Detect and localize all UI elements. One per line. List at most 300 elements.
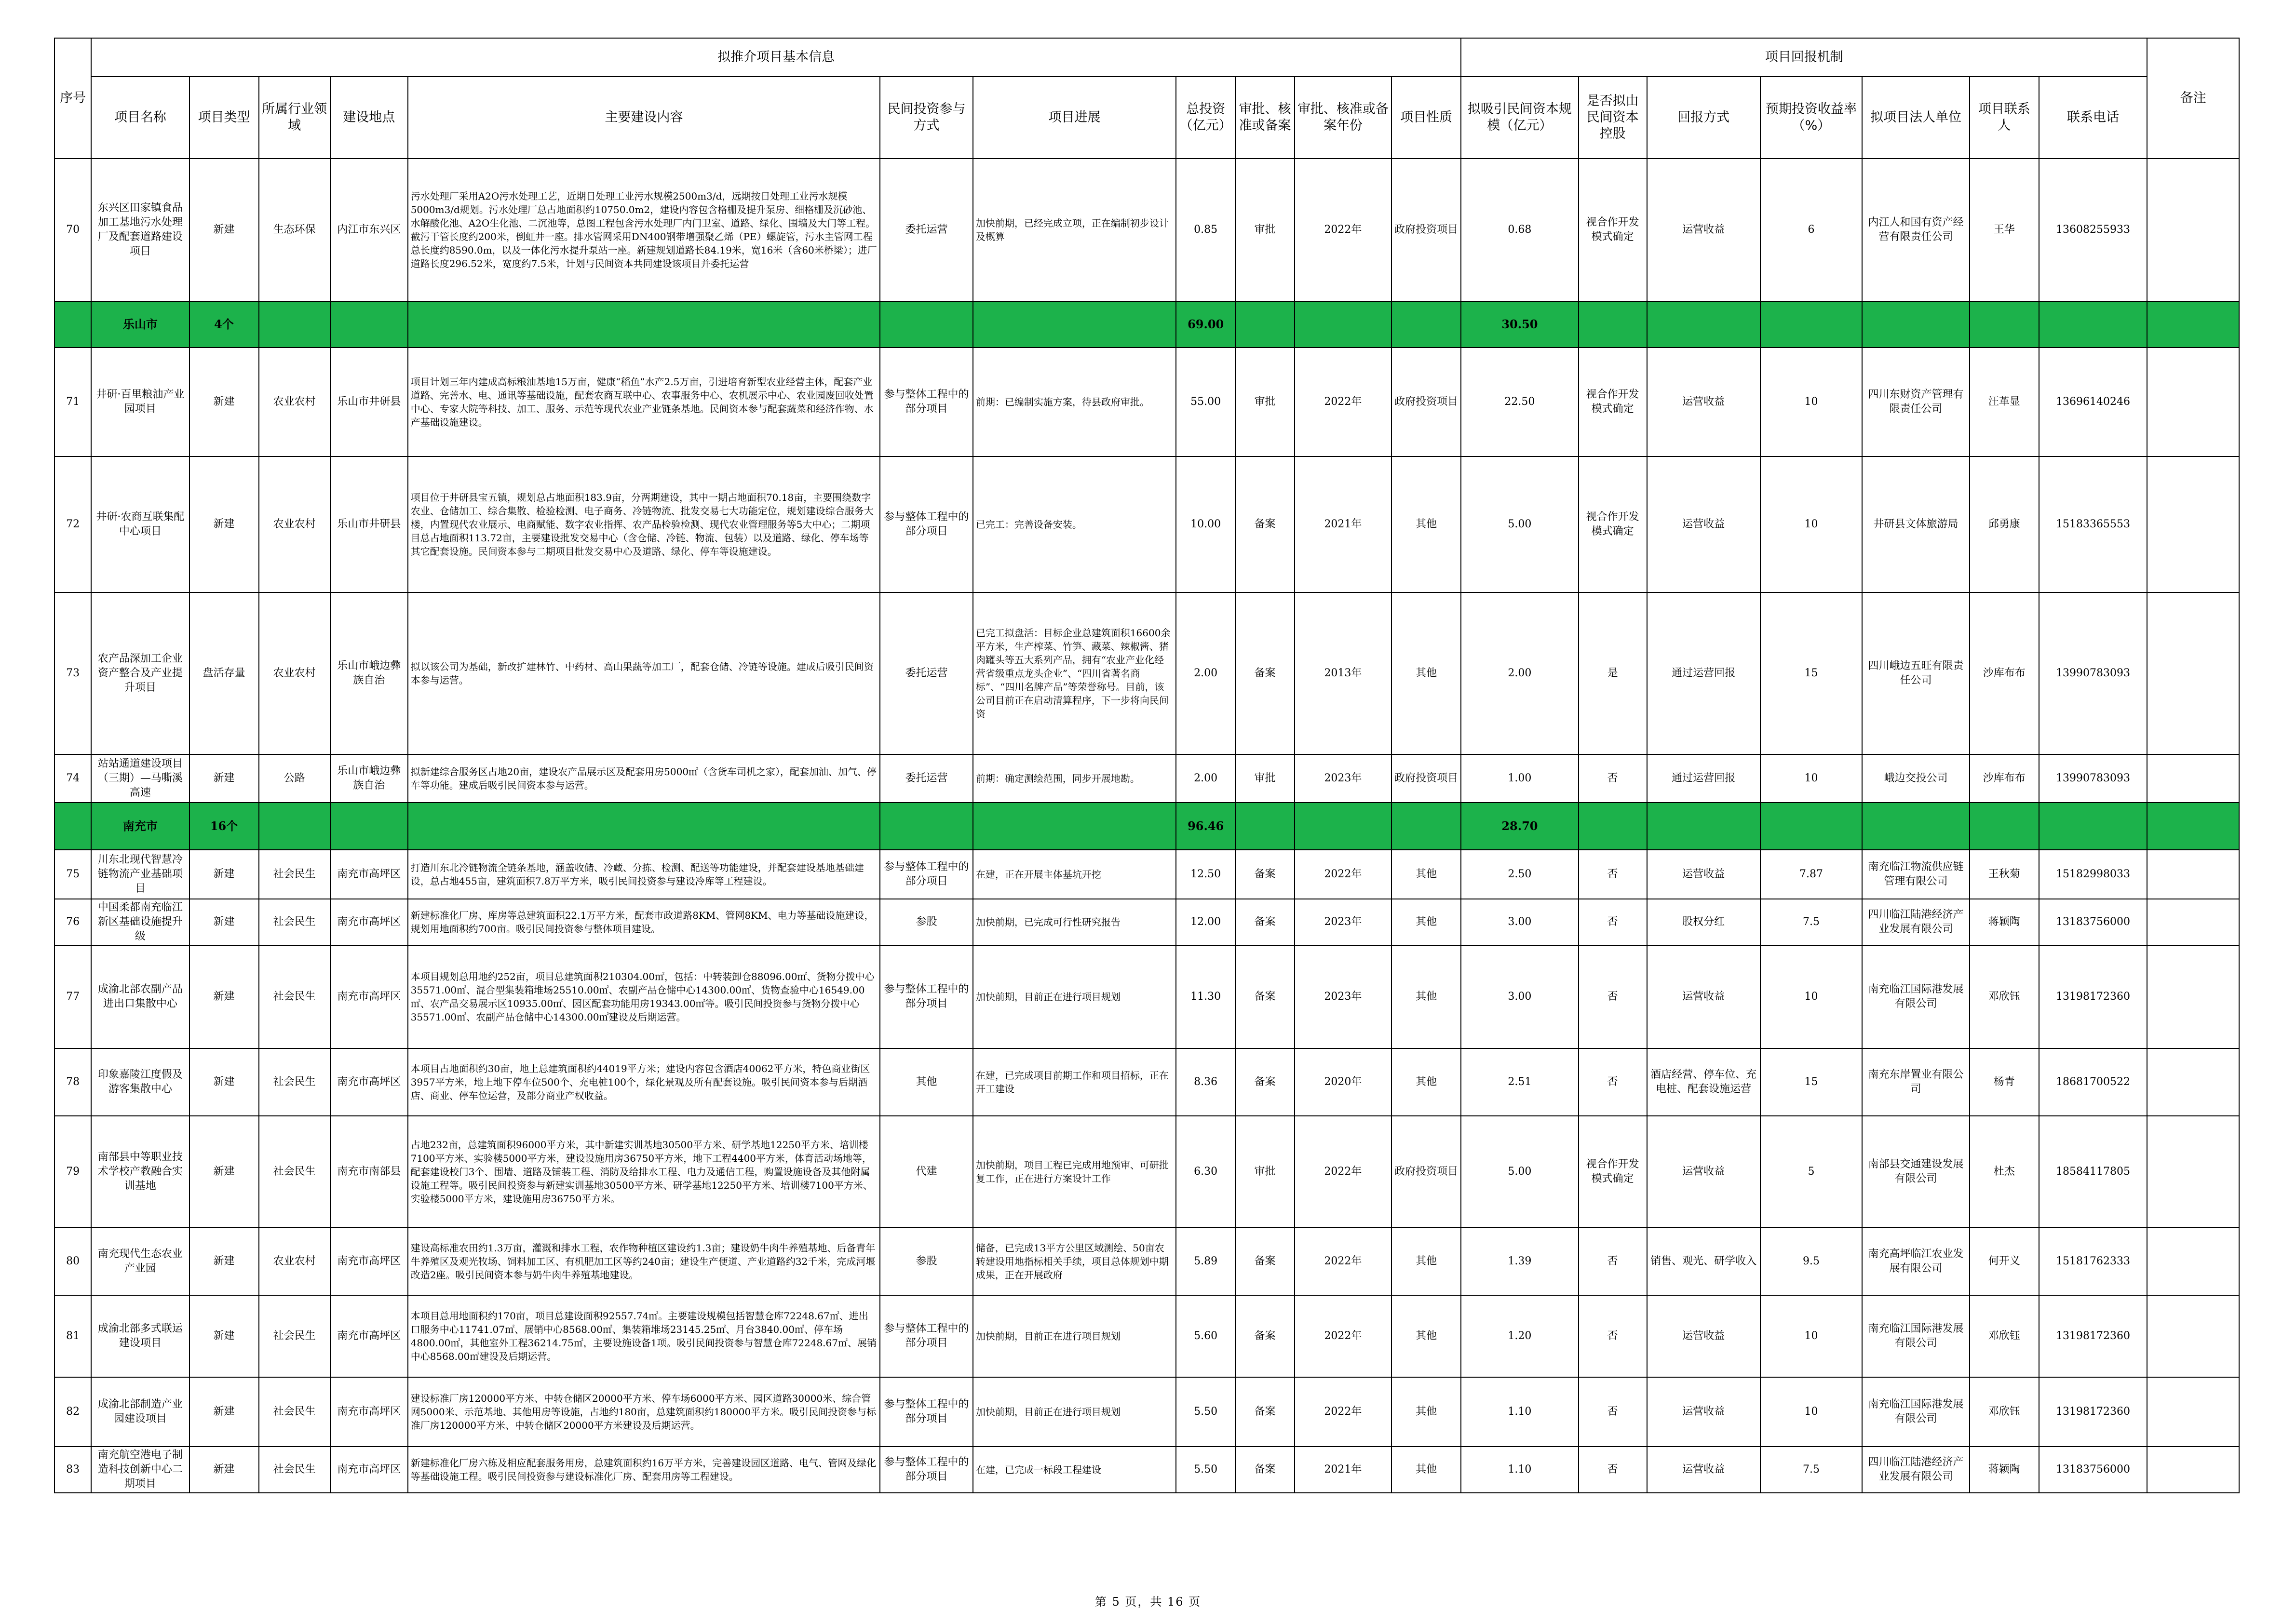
cell-mode: 代建 bbox=[880, 1116, 973, 1228]
cell-industry: 社会民生 bbox=[259, 1048, 330, 1116]
cell-nature: 政府投资项目 bbox=[1391, 754, 1461, 803]
group-header-return-mechanism: 项目回报机制 bbox=[1461, 38, 2147, 77]
cell-approval: 备案 bbox=[1235, 1377, 1295, 1447]
table-row bbox=[54, 945, 2239, 1048]
cell-industry: 社会民生 bbox=[259, 899, 330, 945]
cell-progress bbox=[973, 1447, 1176, 1493]
cell-content-text: 建设标准厂房120000平方米、中转仓储区20000平方米、停车场6000平方米、园区道路30000米、综合管网5000米、示范基地、其他用房等设施，占地约180亩，总建筑面积约180000平方米。吸引民间投资参与标准厂房120000平方米、中转仓储区20000平方米建设及后期运营。 bbox=[410, 1393, 877, 1431]
cell-rate: 10 bbox=[1760, 456, 1863, 592]
cell-approval: 备案 bbox=[1235, 1228, 1295, 1295]
cell-seq: 80 bbox=[54, 1228, 91, 1295]
cell-control: 否 bbox=[1579, 945, 1647, 1048]
cell-progress bbox=[973, 1048, 1176, 1116]
cell-approval: 审批 bbox=[1235, 754, 1295, 803]
subtotal-empty-cell bbox=[54, 301, 91, 348]
cell-progress-text: 储备，已完成13平方公里区域测绘、50亩农转建设用地指标相关手续，项目总体规划中期成果，正在开展政府 bbox=[975, 1242, 1169, 1281]
cell-type: 新建 bbox=[189, 348, 259, 456]
cell-return-mode: 股权分红 bbox=[1647, 899, 1760, 945]
cell-mode: 委托运营 bbox=[880, 754, 973, 803]
cell-approval: 备案 bbox=[1235, 1295, 1295, 1377]
subtotal-empty-cell bbox=[2039, 301, 2147, 348]
subtotal-city: 乐山市 bbox=[91, 301, 189, 348]
cell-control: 否 bbox=[1579, 899, 1647, 945]
cell-content bbox=[408, 1447, 880, 1493]
cell-contact: 邓欣钰 bbox=[1970, 1377, 2039, 1447]
page-footer: 第 5 页，共 16 页 bbox=[1094, 1595, 1202, 1609]
cell-name: 站站通道建设项目（三期）—马嘶溪高速 bbox=[91, 754, 189, 803]
cell-name: 井研·百里粮油产业园项目 bbox=[91, 348, 189, 456]
cell-remark bbox=[2147, 899, 2239, 945]
cell-seq: 81 bbox=[54, 1295, 91, 1377]
cell-content-text: 占地232亩，总建筑面积96000平方米，其中新建实训基地30500平方米、研学基地12250平方米、培训楼7100平方米、实验楼5000平方米，建设设施用房36750平方米，地下工程4400平方米，体育活动场地等，配套建设校门3个、围墙、道路及铺装工程、消防及给排水工程、电力及通信工程，购置设施设备及其他附属设施工程等。吸引民间投资参与新建实训基地30500平方米、研学基地12250平方米、培训楼7100平方米、实验楼5000平方米，建设施用房36750平方米。 bbox=[410, 1139, 873, 1205]
cell-remark bbox=[2147, 1377, 2239, 1447]
subtotal-total: 96.46 bbox=[1176, 803, 1235, 850]
col-header-contact: 项目联系人 bbox=[1970, 77, 2039, 159]
cell-industry: 农业农村 bbox=[259, 1228, 330, 1295]
cell-return-mode: 运营收益 bbox=[1647, 1377, 1760, 1447]
cell-location: 南充市高坪区 bbox=[330, 1295, 408, 1377]
cell-legal: 四川峨边五旺有限责任公司 bbox=[1862, 592, 1969, 754]
cell-return-mode: 运营收益 bbox=[1647, 456, 1760, 592]
cell-approval: 审批 bbox=[1235, 159, 1295, 301]
cell-progress bbox=[973, 1116, 1176, 1228]
cell-name: 成渝北部制造产业园建设项目 bbox=[91, 1377, 189, 1447]
cell-legal: 南充临江国际港发展有限公司 bbox=[1862, 945, 1969, 1048]
col-header-year: 审批、核准或备案年份 bbox=[1295, 77, 1391, 159]
cell-return-mode: 运营收益 bbox=[1647, 1116, 1760, 1228]
cell-name: 印象嘉陵江度假及游客集散中心 bbox=[91, 1048, 189, 1116]
cell-control: 否 bbox=[1579, 1295, 1647, 1377]
cell-type: 新建 bbox=[189, 1228, 259, 1295]
cell-total: 5.60 bbox=[1176, 1295, 1235, 1377]
cell-seq: 82 bbox=[54, 1377, 91, 1447]
cell-nature: 其他 bbox=[1391, 1447, 1461, 1493]
cell-name: 川东北现代智慧冷链物流产业基础项目 bbox=[91, 850, 189, 899]
cell-return-mode: 运营收益 bbox=[1647, 945, 1760, 1048]
cell-approval: 审批 bbox=[1235, 348, 1295, 456]
cell-industry: 社会民生 bbox=[259, 1447, 330, 1493]
col-header-progress: 项目进展 bbox=[973, 77, 1176, 159]
table-row bbox=[54, 592, 2239, 754]
subtotal-empty-cell bbox=[54, 803, 91, 850]
cell-contact: 沙库布布 bbox=[1970, 754, 2039, 803]
col-header-seq: 序号 bbox=[54, 38, 91, 159]
cell-year: 2013年 bbox=[1295, 592, 1391, 754]
cell-progress-text: 在建，已完成一标段工程建设 bbox=[975, 1464, 1101, 1475]
cell-legal: 峨边交投公司 bbox=[1862, 754, 1969, 803]
cell-control: 否 bbox=[1579, 1377, 1647, 1447]
col-header-nature: 项目性质 bbox=[1391, 77, 1461, 159]
cell-total: 11.30 bbox=[1176, 945, 1235, 1048]
cell-capital: 5.00 bbox=[1461, 456, 1579, 592]
cell-phone: 15182998033 bbox=[2039, 850, 2147, 899]
subtotal-empty-cell bbox=[973, 803, 1176, 850]
cell-progress-text: 已完工拟盘活：目标企业总建筑面积16600余平方米，生产榨菜、竹笋、藏菜、辣椒酱、猪肉罐头等五大系列产品，拥有“农业产业化经营省级重点龙头企业”、“四川省著名商标”、“四川名牌产品”等荣誉称号。目前，该公司目前正在启动清算程序，下一步将向民间资 bbox=[975, 627, 1171, 720]
cell-seq: 70 bbox=[54, 159, 91, 301]
cell-phone: 13608255933 bbox=[2039, 159, 2147, 301]
cell-remark bbox=[2147, 348, 2239, 456]
subtotal-empty-cell bbox=[1647, 803, 1760, 850]
cell-year: 2023年 bbox=[1295, 754, 1391, 803]
cell-type: 新建 bbox=[189, 456, 259, 592]
cell-control: 否 bbox=[1579, 754, 1647, 803]
cell-mode: 参与整体工程中的部分项目 bbox=[880, 945, 973, 1048]
cell-progress bbox=[973, 850, 1176, 899]
cell-mode: 其他 bbox=[880, 1048, 973, 1116]
cell-mode: 参与整体工程中的部分项目 bbox=[880, 1377, 973, 1447]
cell-type: 新建 bbox=[189, 159, 259, 301]
subtotal-empty-cell bbox=[2039, 803, 2147, 850]
cell-approval: 审批 bbox=[1235, 1116, 1295, 1228]
col-header-content: 主要建设内容 bbox=[408, 77, 880, 159]
subtotal-empty-cell bbox=[1862, 301, 1969, 348]
cell-total: 12.50 bbox=[1176, 850, 1235, 899]
cell-industry: 社会民生 bbox=[259, 1116, 330, 1228]
subtotal-empty-cell bbox=[2147, 301, 2239, 348]
cell-nature: 其他 bbox=[1391, 1228, 1461, 1295]
cell-content-text: 项目计划三年内建成高标粮油基地15万亩，健康“稻鱼”水产2.5万亩，引进培育新型农业经营主体，配套产业道路、完善水、电、通讯等基础设施，配套农商互联中心、农事服务中心、农机展示中心、农业园废回收处置中心、专家大院等科技、加工、服务、示范等现代农业产业链条基地。民间资本参与配套蔬菜和经济作物、水产基础设施建设。 bbox=[410, 376, 874, 428]
cell-control: 否 bbox=[1579, 1228, 1647, 1295]
subtotal-empty-cell bbox=[1760, 301, 1863, 348]
cell-contact: 邱勇康 bbox=[1970, 456, 2039, 592]
subtotal-count: 16个 bbox=[189, 803, 259, 850]
col-header-rate: 预期投资收益率（%） bbox=[1760, 77, 1863, 159]
cell-control: 视合作开发模式确定 bbox=[1579, 348, 1647, 456]
cell-content bbox=[408, 1048, 880, 1116]
subtotal-empty-cell bbox=[1647, 301, 1760, 348]
cell-year: 2022年 bbox=[1295, 1377, 1391, 1447]
cell-remark bbox=[2147, 456, 2239, 592]
cell-capital: 1.00 bbox=[1461, 754, 1579, 803]
table-row bbox=[54, 1377, 2239, 1447]
subtotal-row bbox=[54, 301, 2239, 348]
cell-phone: 13183756000 bbox=[2039, 1447, 2147, 1493]
cell-contact: 蒋颖陶 bbox=[1970, 1447, 2039, 1493]
cell-content bbox=[408, 899, 880, 945]
table-row bbox=[54, 159, 2239, 301]
cell-content bbox=[408, 456, 880, 592]
cell-year: 2022年 bbox=[1295, 1116, 1391, 1228]
cell-progress-text: 前期：已编制实施方案，待县政府审批。 bbox=[975, 396, 1149, 408]
cell-content-text: 本项目占地面积约30亩，地上总建筑面积约44019平方米；建设内容包含酒店40062平方米，特色商业街区3957平方米，地上地下停车位500个、充电桩100个，绿化景观及所有配套设施。吸引民间资本参与后期酒店、商业、停车位运营，及部分商业产权收益。 bbox=[410, 1063, 870, 1101]
cell-type: 新建 bbox=[189, 1048, 259, 1116]
cell-capital: 1.39 bbox=[1461, 1228, 1579, 1295]
subtotal-empty-cell bbox=[973, 301, 1176, 348]
cell-content bbox=[408, 1228, 880, 1295]
table-row bbox=[54, 899, 2239, 945]
subtotal-city: 南充市 bbox=[91, 803, 189, 850]
cell-control: 视合作开发模式确定 bbox=[1579, 1116, 1647, 1228]
cell-nature: 其他 bbox=[1391, 1377, 1461, 1447]
cell-remark bbox=[2147, 1116, 2239, 1228]
cell-name: 农产品深加工企业资产整合及产业提升项目 bbox=[91, 592, 189, 754]
cell-location: 南充市高坪区 bbox=[330, 899, 408, 945]
col-header-total: 总投资（亿元） bbox=[1176, 77, 1235, 159]
cell-total: 2.00 bbox=[1176, 592, 1235, 754]
cell-control: 视合作开发模式确定 bbox=[1579, 456, 1647, 592]
cell-return-mode: 通过运营回报 bbox=[1647, 592, 1760, 754]
subtotal-empty-cell bbox=[1970, 803, 2039, 850]
cell-type: 盘活存量 bbox=[189, 592, 259, 754]
subtotal-empty-cell bbox=[330, 301, 408, 348]
cell-mode: 委托运营 bbox=[880, 592, 973, 754]
cell-total: 5.89 bbox=[1176, 1228, 1235, 1295]
cell-return-mode: 通过运营回报 bbox=[1647, 754, 1760, 803]
cell-contact: 王华 bbox=[1970, 159, 2039, 301]
col-header-mode: 民间投资参与方式 bbox=[880, 77, 973, 159]
cell-phone: 15183365553 bbox=[2039, 456, 2147, 592]
group-header-basic-info: 拟推介项目基本信息 bbox=[91, 38, 1461, 77]
col-header-location: 建设地点 bbox=[330, 77, 408, 159]
cell-location: 乐山市井研县 bbox=[330, 456, 408, 592]
cell-total: 55.00 bbox=[1176, 348, 1235, 456]
subtotal-empty-cell bbox=[880, 301, 973, 348]
cell-progress bbox=[973, 1295, 1176, 1377]
cell-seq: 75 bbox=[54, 850, 91, 899]
cell-location: 南充市南部县 bbox=[330, 1116, 408, 1228]
cell-year: 2023年 bbox=[1295, 945, 1391, 1048]
cell-industry: 农业农村 bbox=[259, 348, 330, 456]
cell-phone: 13696140246 bbox=[2039, 348, 2147, 456]
cell-type: 新建 bbox=[189, 850, 259, 899]
table-row bbox=[54, 1048, 2239, 1116]
cell-year: 2022年 bbox=[1295, 348, 1391, 456]
cell-seq: 76 bbox=[54, 899, 91, 945]
cell-mode: 参股 bbox=[880, 899, 973, 945]
cell-year: 2022年 bbox=[1295, 159, 1391, 301]
cell-nature: 政府投资项目 bbox=[1391, 1116, 1461, 1228]
cell-legal: 南充临江国际港发展有限公司 bbox=[1862, 1295, 1969, 1377]
cell-industry: 生态环保 bbox=[259, 159, 330, 301]
cell-rate: 7.87 bbox=[1760, 850, 1863, 899]
cell-seq: 79 bbox=[54, 1116, 91, 1228]
cell-contact: 汪革显 bbox=[1970, 348, 2039, 456]
cell-contact: 邓欣钰 bbox=[1970, 1295, 2039, 1377]
cell-location: 南充市高坪区 bbox=[330, 1447, 408, 1493]
cell-content-text: 新建标准化厂房、库房等总建筑面积22.1万平方米，配套市政道路8KM、管网8KM、电力等基础设施建设，规划用地面积约700亩。吸引民间投资参与整体项目建设。 bbox=[410, 910, 874, 935]
col-header-name: 项目名称 bbox=[91, 77, 189, 159]
cell-total: 8.36 bbox=[1176, 1048, 1235, 1116]
cell-content-text: 建设高标准农田约1.3万亩，灌溉和排水工程，农作物种植区建设约1.3亩；建设奶牛肉牛养殖基地、后备青年牛养殖区及观光牧场、饲料加工区、有机肥加工区等约240亩；建设生产便道、产业道路约32千米，完成河堰改造2座。吸引民间资本参与奶牛肉牛养殖基地建设。 bbox=[410, 1242, 876, 1281]
cell-rate: 6 bbox=[1760, 159, 1863, 301]
cell-year: 2022年 bbox=[1295, 850, 1391, 899]
cell-location: 南充市高坪区 bbox=[330, 1377, 408, 1447]
cell-type: 新建 bbox=[189, 1295, 259, 1377]
cell-legal: 南充东岸置业有限公司 bbox=[1862, 1048, 1969, 1116]
cell-content bbox=[408, 159, 880, 301]
table-row bbox=[54, 1447, 2239, 1493]
col-header-control: 是否拟由民间资本控股 bbox=[1579, 77, 1647, 159]
cell-type: 新建 bbox=[189, 899, 259, 945]
cell-progress bbox=[973, 348, 1176, 456]
cell-name: 南部县中等职业技术学校产教融合实训基地 bbox=[91, 1116, 189, 1228]
cell-progress bbox=[973, 1228, 1176, 1295]
cell-remark bbox=[2147, 592, 2239, 754]
subtotal-total: 69.00 bbox=[1176, 301, 1235, 348]
cell-control: 否 bbox=[1579, 850, 1647, 899]
cell-capital: 2.51 bbox=[1461, 1048, 1579, 1116]
subtotal-empty-cell bbox=[1760, 803, 1863, 850]
subtotal-empty-cell bbox=[1391, 301, 1461, 348]
subtotal-empty-cell bbox=[1235, 803, 1295, 850]
cell-total: 10.00 bbox=[1176, 456, 1235, 592]
cell-approval: 备案 bbox=[1235, 945, 1295, 1048]
cell-nature: 其他 bbox=[1391, 1295, 1461, 1377]
cell-phone: 13990783093 bbox=[2039, 754, 2147, 803]
cell-legal: 内江人和国有资产经营有限责任公司 bbox=[1862, 159, 1969, 301]
cell-control: 视合作开发模式确定 bbox=[1579, 159, 1647, 301]
cell-phone: 15181762333 bbox=[2039, 1228, 2147, 1295]
cell-progress bbox=[973, 899, 1176, 945]
cell-industry: 公路 bbox=[259, 754, 330, 803]
cell-content bbox=[408, 1295, 880, 1377]
cell-content bbox=[408, 1116, 880, 1228]
cell-rate: 5 bbox=[1760, 1116, 1863, 1228]
cell-location: 南充市高坪区 bbox=[330, 1228, 408, 1295]
cell-seq: 71 bbox=[54, 348, 91, 456]
cell-progress-text: 加快前期，已经完成立项，正在编制初步设计及概算 bbox=[975, 217, 1169, 242]
cell-content-text: 拟以该公司为基础，新改扩建林竹、中药材、高山果蔬等加工厂，配套仓储、冷链等设施。建成后吸引民间资本参与运营。 bbox=[410, 661, 874, 686]
col-header-industry: 所属行业领域 bbox=[259, 77, 330, 159]
subtotal-empty-cell bbox=[330, 803, 408, 850]
cell-nature: 其他 bbox=[1391, 1048, 1461, 1116]
cell-progress bbox=[973, 754, 1176, 803]
cell-progress-text: 在建，已完成项目前期工作和项目招标，正在开工建设 bbox=[975, 1070, 1169, 1095]
cell-seq: 74 bbox=[54, 754, 91, 803]
cell-phone: 18681700522 bbox=[2039, 1048, 2147, 1116]
cell-nature: 其他 bbox=[1391, 592, 1461, 754]
cell-total: 2.00 bbox=[1176, 754, 1235, 803]
subtotal-empty-cell bbox=[1579, 301, 1647, 348]
cell-rate: 10 bbox=[1760, 754, 1863, 803]
cell-content bbox=[408, 754, 880, 803]
cell-progress bbox=[973, 1377, 1176, 1447]
cell-remark bbox=[2147, 1295, 2239, 1377]
cell-location: 乐山市峨边彝族自治 bbox=[330, 592, 408, 754]
cell-capital: 3.00 bbox=[1461, 899, 1579, 945]
cell-approval: 备案 bbox=[1235, 456, 1295, 592]
subtotal-empty-cell bbox=[259, 301, 330, 348]
cell-name: 东兴区田家镇食品加工基地污水处理厂及配套道路建设项目 bbox=[91, 159, 189, 301]
cell-rate: 10 bbox=[1760, 348, 1863, 456]
subtotal-empty-cell bbox=[1970, 301, 2039, 348]
cell-contact: 沙库布布 bbox=[1970, 592, 2039, 754]
cell-type: 新建 bbox=[189, 1377, 259, 1447]
cell-return-mode: 运营收益 bbox=[1647, 159, 1760, 301]
cell-nature: 政府投资项目 bbox=[1391, 348, 1461, 456]
cell-mode: 参与整体工程中的部分项目 bbox=[880, 1447, 973, 1493]
cell-return-mode: 运营收益 bbox=[1647, 1295, 1760, 1377]
cell-year: 2021年 bbox=[1295, 456, 1391, 592]
subtotal-empty-cell bbox=[880, 803, 973, 850]
cell-nature: 其他 bbox=[1391, 899, 1461, 945]
cell-progress bbox=[973, 592, 1176, 754]
cell-name: 成渝北部农副产品进出口集散中心 bbox=[91, 945, 189, 1048]
cell-capital: 1.10 bbox=[1461, 1377, 1579, 1447]
cell-name: 南充现代生态农业产业园 bbox=[91, 1228, 189, 1295]
cell-type: 新建 bbox=[189, 754, 259, 803]
cell-capital: 0.68 bbox=[1461, 159, 1579, 301]
cell-content bbox=[408, 592, 880, 754]
cell-year: 2023年 bbox=[1295, 899, 1391, 945]
cell-seq: 72 bbox=[54, 456, 91, 592]
col-header-legal: 拟项目法人单位 bbox=[1862, 77, 1969, 159]
cell-progress-text: 前期：确定测绘范围，同步开展地勘。 bbox=[975, 773, 1140, 784]
cell-remark bbox=[2147, 945, 2239, 1048]
cell-progress bbox=[973, 159, 1176, 301]
cell-approval: 备案 bbox=[1235, 850, 1295, 899]
cell-name: 井研·农商互联集配中心项目 bbox=[91, 456, 189, 592]
cell-name: 成渝北部多式联运建设项目 bbox=[91, 1295, 189, 1377]
cell-location: 乐山市峨边彝族自治 bbox=[330, 754, 408, 803]
cell-seq: 77 bbox=[54, 945, 91, 1048]
cell-industry: 社会民生 bbox=[259, 1377, 330, 1447]
cell-rate: 10 bbox=[1760, 945, 1863, 1048]
cell-legal: 南部县交通建设发展有限公司 bbox=[1862, 1116, 1969, 1228]
cell-contact: 王秋菊 bbox=[1970, 850, 2039, 899]
cell-type: 新建 bbox=[189, 1447, 259, 1493]
cell-total: 0.85 bbox=[1176, 159, 1235, 301]
cell-progress-text: 加快前期，目前正在进行项目规划 bbox=[975, 1406, 1121, 1418]
cell-content-text: 本项目规划总用地约252亩，项目总建筑面积210304.00㎡，包括：中转装卸仓88096.00㎡、货物分拨中心35571.00㎡、混合型集装箱堆场25510.00㎡、农副产品仓储中心14300.00㎡、货物查验中心16549.00㎡、农产品交易展示区10935.00㎡、园区配套功能用房19343.00㎡等。吸引民间投资参与货物分拨中心35571.00㎡、农副产品仓储中心14300.00㎡建设及后期运营。 bbox=[410, 971, 875, 1023]
cell-year: 2022年 bbox=[1295, 1228, 1391, 1295]
table-row bbox=[54, 850, 2239, 899]
cell-mode: 委托运营 bbox=[880, 159, 973, 301]
subtotal-capital: 28.70 bbox=[1461, 803, 1579, 850]
cell-industry: 社会民生 bbox=[259, 1295, 330, 1377]
cell-name: 中国柔都南充临江新区基础设施提升级 bbox=[91, 899, 189, 945]
cell-industry: 农业农村 bbox=[259, 456, 330, 592]
cell-approval: 备案 bbox=[1235, 899, 1295, 945]
cell-total: 12.00 bbox=[1176, 899, 1235, 945]
cell-remark bbox=[2147, 850, 2239, 899]
cell-control: 是 bbox=[1579, 592, 1647, 754]
cell-contact: 杨青 bbox=[1970, 1048, 2039, 1116]
cell-location: 乐山市井研县 bbox=[330, 348, 408, 456]
cell-contact: 何开义 bbox=[1970, 1228, 2039, 1295]
subtotal-empty-cell bbox=[408, 803, 880, 850]
cell-content-text: 新建标准化厂房六栋及相应配套服务用房，总建筑面积约16万平方米，完善建设园区道路、电气、管网及绿化等基础设施工程。吸引民间投资参与建设标准化厂房、配套用房等工程建设。 bbox=[410, 1457, 877, 1482]
cell-legal: 南充高坪临江农业发展有限公司 bbox=[1862, 1228, 1969, 1295]
col-header-remark: 备注 bbox=[2147, 38, 2239, 159]
col-header-approval: 审批、核准或备案 bbox=[1235, 77, 1295, 159]
cell-industry: 社会民生 bbox=[259, 850, 330, 899]
cell-capital: 1.20 bbox=[1461, 1295, 1579, 1377]
column-header-row bbox=[54, 77, 2239, 159]
cell-phone: 13198172360 bbox=[2039, 1377, 2147, 1447]
cell-phone: 13990783093 bbox=[2039, 592, 2147, 754]
col-header-capital: 拟吸引民间资本规模（亿元） bbox=[1461, 77, 1579, 159]
cell-mode: 参与整体工程中的部分项目 bbox=[880, 348, 973, 456]
cell-rate: 10 bbox=[1760, 1295, 1863, 1377]
cell-industry: 社会民生 bbox=[259, 945, 330, 1048]
cell-content-text: 污水处理厂采用A2O污水处理工艺，近期日处理工业污水规模2500m3/d，远期按日处理工业污水规模5000m3/d规划。污水处理厂总占地面积约10750.0m2，建设内容包含格栅及提升泵房、细格栅及沉砂池、水解酸化池、A2O生化池、二沉池等，总图工程包含污水处理厂内门卫室、道路、绿化、围墙及大门等工程。截污干管长度约200米，倒虹井一座。排水管网采用DN400钢带增强聚乙烯（PE）螺旋管，污水主管网工程总长度约8590.0m，以及一体化污水提升泵站一座。新建规划道路长84.19米，宽16米（含60米桥梁）；进厂道路长度296.52米，宽度约7.5米，计划与民间资本共同建设该项目并委托运营 bbox=[410, 190, 877, 269]
subtotal-row bbox=[54, 803, 2239, 850]
cell-capital: 2.50 bbox=[1461, 850, 1579, 899]
cell-nature: 其他 bbox=[1391, 850, 1461, 899]
col-header-phone: 联系电话 bbox=[2039, 77, 2147, 159]
cell-total: 5.50 bbox=[1176, 1447, 1235, 1493]
cell-mode: 参股 bbox=[880, 1228, 973, 1295]
cell-content bbox=[408, 1377, 880, 1447]
cell-remark bbox=[2147, 754, 2239, 803]
cell-return-mode: 酒店经营、停车位、充电桩、配套设施运营 bbox=[1647, 1048, 1760, 1116]
table-row bbox=[54, 348, 2239, 456]
cell-rate: 10 bbox=[1760, 1377, 1863, 1447]
cell-phone: 18584117805 bbox=[2039, 1116, 2147, 1228]
table-row bbox=[54, 456, 2239, 592]
cell-progress-text: 加快前期，目前正在进行项目规划 bbox=[975, 991, 1121, 1003]
